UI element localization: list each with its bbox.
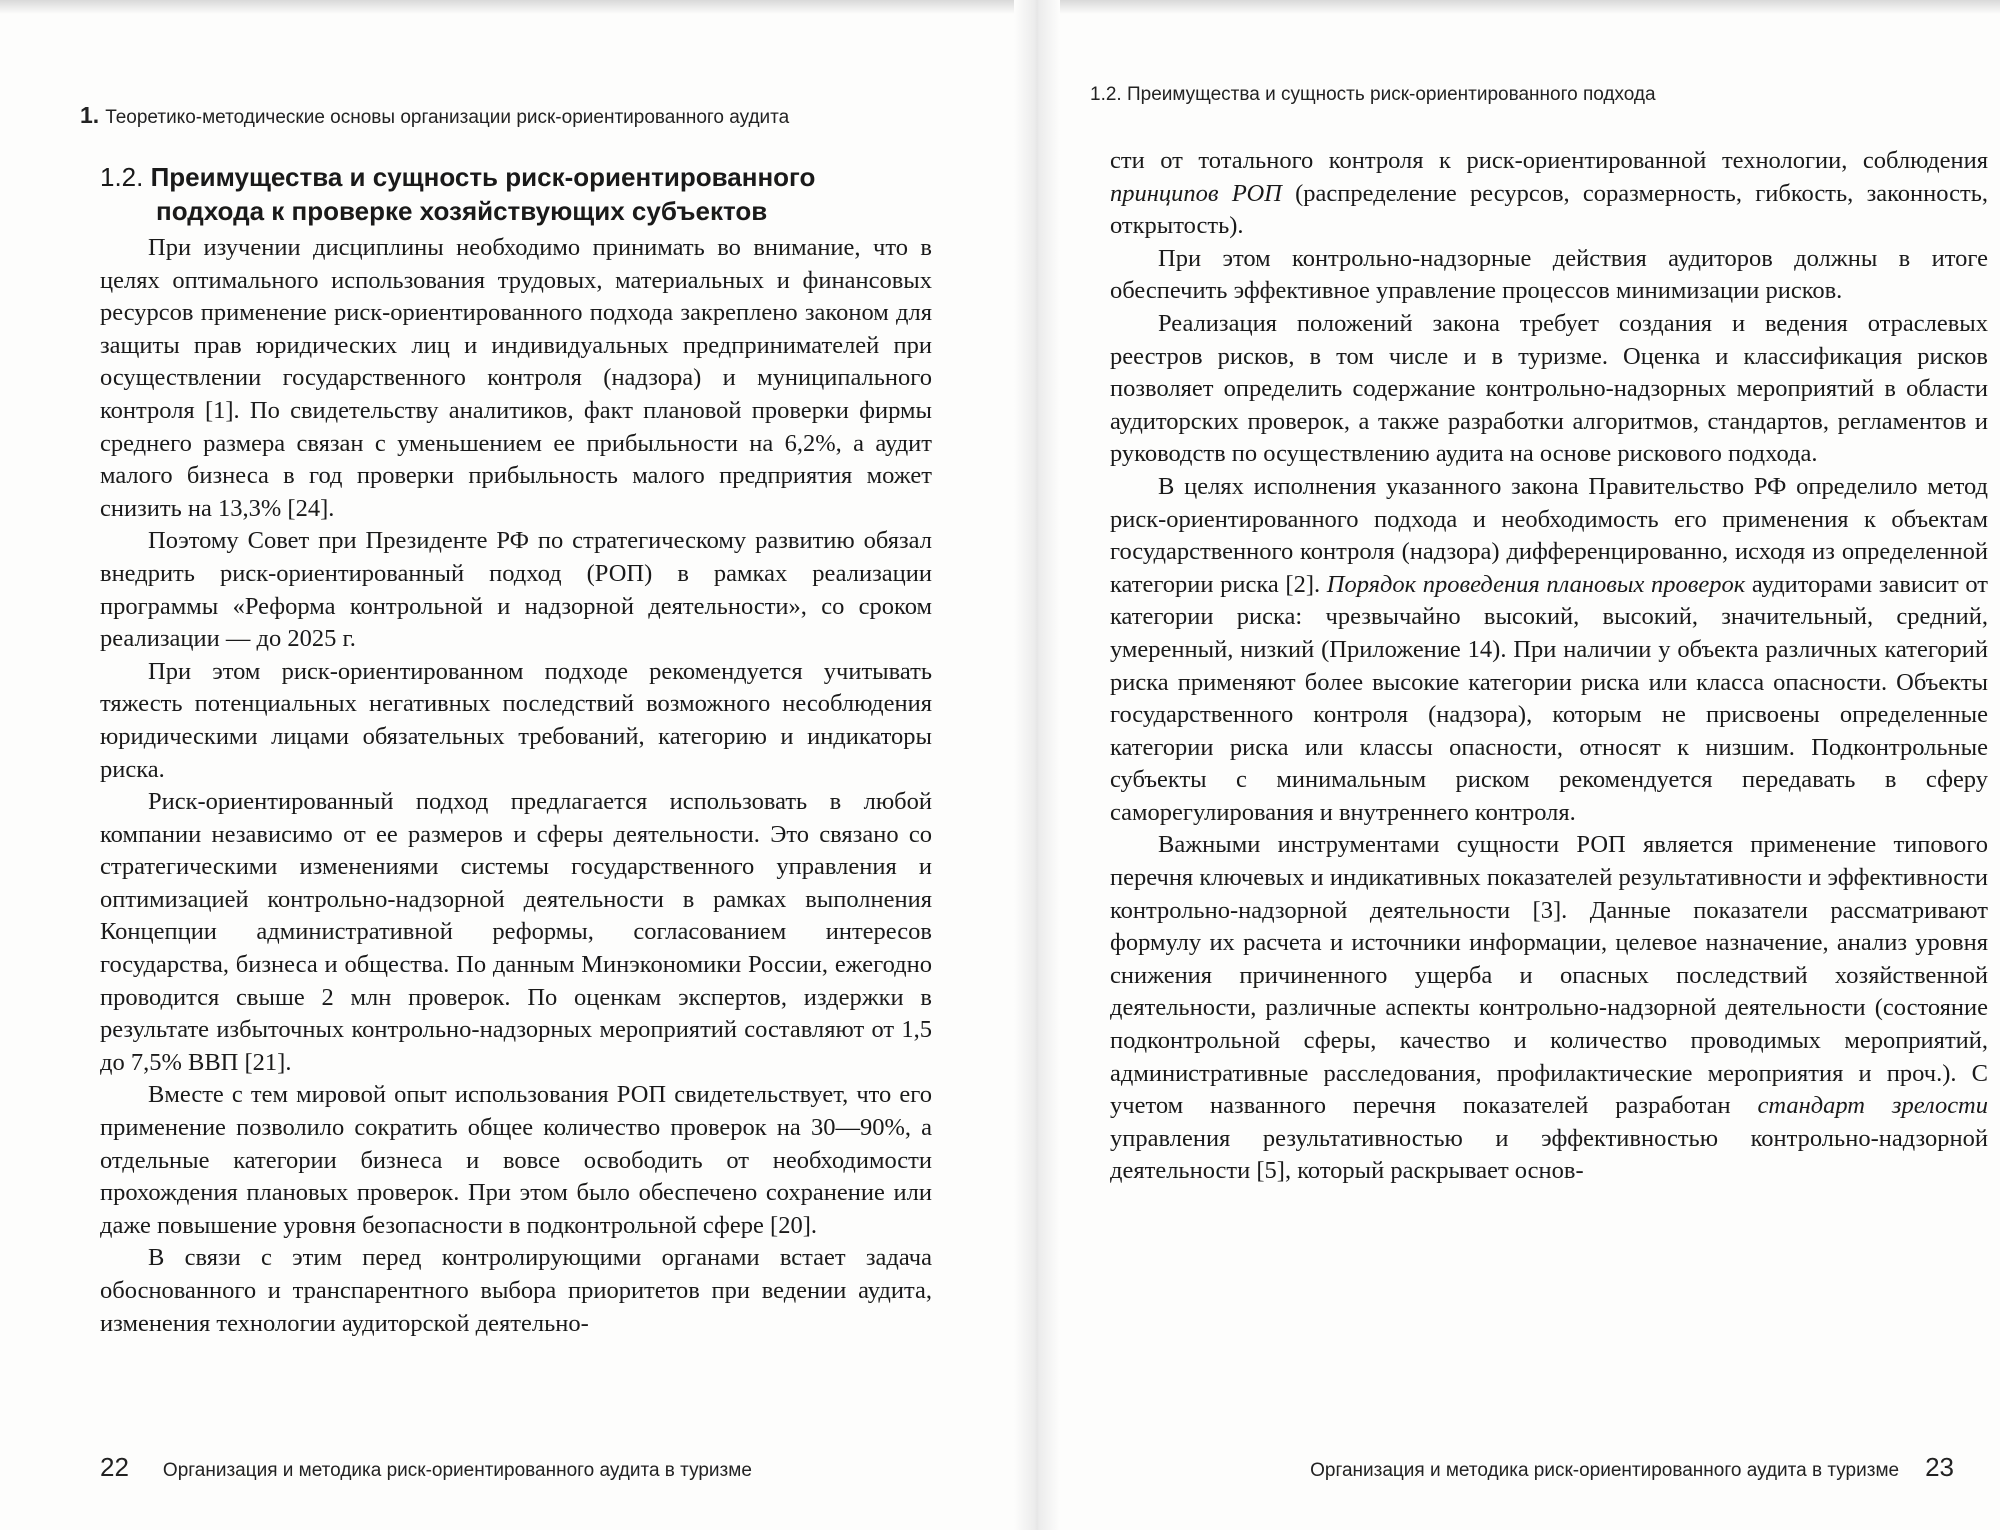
right-body-text <box>1110 145 1988 1188</box>
paragraph <box>1110 471 1988 830</box>
page-number: 23 <box>1925 1452 1954 1482</box>
text-run: В целях исполнения указанного закона Правительство РФ определило метод риск-ориентированного подхода и необходимость его применения к объектам государственного контроля (надзора) дифференцированно, исходя из определенной категории риска [2]. <box>1110 472 1988 598</box>
page-number: 22 <box>100 1452 129 1482</box>
left-body-text <box>100 232 932 1340</box>
footer-book-title: Организация и методика риск-ориентированного аудита в туризме <box>162 1460 752 1481</box>
section-number: 1.2. <box>100 162 144 192</box>
text-run: аудиторами зависит от категории риска: чрезвычайно высокий, высокий, значительный, средний, умеренный, низкий (Приложение 14). При наличии у объекта различных категорий риска применяют более высокие категории риска или класса опасности. Объекты государственного контроля (надзора), которым не присвоены определенные категории риска или классы опасности, относят к низшим. Подконтрольные субъекты с минимальным риском рекомендуется передавать в сферу саморегулирования и внутреннего контроля. <box>1110 570 1988 826</box>
paragraph: Вместе с тем мировой опыт использования РОП свидетельствует, что его применение позволило сократить общее количество проверок на 30—90%, а отдельные категории бизнеса и вовсе освободить от необходимости прохождения плановых проверок. При этом было обеспечено сохранение или даже повышение уровня безопасности в подконтрольной сфере [20]. <box>100 1081 932 1239</box>
paragraph: Риск-ориентированный подход предлагается использовать в любой компании независимо от ее размеров и сферы деятельности. Это связано со стратегическими изменениями системы государственного управления и оптимизацией контрольно-надзорной деятельности в рамках выполнения Концепции административной реформы, согласованием интересов государства, бизнеса и общества. По данным Минэкономики России, ежегодно проводится свыше 2 млн проверок. По оценкам экспертов, издержки в результате избыточных контрольно-надзорных мероприятий составляют от 1,5 до 7,5% ВВП [21]. <box>100 788 932 1076</box>
paragraph: При этом контрольно-надзорные действия аудиторов должны в итоге обеспечить эффективное управление процессов минимизации рисков. <box>1110 244 1988 305</box>
text-run: (распределение ресурсов, соразмерность, гибкость, законность, открытость). <box>1110 179 1988 240</box>
italic-term: Порядок проведения плановых проверок <box>1326 570 1746 598</box>
italic-term: стандарт зрелости <box>1757 1092 1989 1120</box>
right-footer <box>1310 1452 1954 1483</box>
paragraph: При этом риск-ориентированном подходе рекомендуется учитывать тяжесть потенциальных негативных последствий возможного несоблюдения юридическими лицами обязательных требований, категорию и индикаторы риска. <box>100 657 932 783</box>
text-run: управления результативностью и эффективностью контрольно-надзорной деятельности [5], который раскрывает основ- <box>1110 1124 1988 1185</box>
section-title <box>100 160 980 228</box>
paragraph: Поэтому Совет при Президенте РФ по стратегическому развитию обязал внедрить риск-ориентированный подход (РОП) в рамках реализации программы «Реформа контрольной и надзорной деятельности», со сроком реализации — до 2025 г. <box>100 527 932 653</box>
paragraph: В связи с этим перед контролирующими органами встает задача обоснованного и транспарентного выбора приоритетов при ведении аудита, изменения технологии аудиторской деятельно- <box>100 1244 932 1337</box>
paragraph <box>1110 145 1988 243</box>
right-page <box>1060 0 2000 1530</box>
section-title-line2: подхода к проверке хозяйствующих субъектов <box>156 196 768 226</box>
left-running-head <box>80 102 789 129</box>
paragraph: При изучении дисциплины необходимо принимать во внимание, что в целях оптимального использования трудовых, материальных и финансовых ресурсов применение риск-ориентированного подхода закреплено законом для защиты прав юридических лиц и индивидуальных предпринимателей при осуществлении государственного контроля (надзора) и муниципального контроля [1]. По свидетельству аналитиков, факт плановой проверки фирмы среднего размера связан с уменьшением ее прибыльности на 6,2%, а аудит малого бизнеса в год проверки прибыльность малого предприятия может снизить на 13,3% [24]. <box>100 234 932 522</box>
text-run: Важными инструментами сущности РОП является применение типового перечня ключевых и индикативных показателей результативности и эффективности контрольно-надзорной деятельности [3]. Данные показатели рассматривают формулу их расчета и источники информации, целевое назначение, анализ уровня снижения причиненного ущерба и опасных последствий хозяйственной деятельности, различные аспекты контрольно-надзорной деятельности (состояние подконтрольной сферы, качество и количество проводимых мероприятий, административные расследования, профилактические мероприятия и проч.). С учетом названного перечня показателей разработан <box>1110 831 1988 1120</box>
chapter-title: Теоретико-методические основы организации риск-ориентированного аудита <box>105 107 790 128</box>
paragraph <box>1110 829 1988 1188</box>
chapter-number: 1. <box>80 102 100 128</box>
text-run: сти от тотального контроля к риск-ориентированной технологии, соблюдения <box>1110 147 1988 174</box>
footer-book-title: Организация и методика риск-ориентированного аудита в туризме <box>1310 1460 1900 1481</box>
book-gutter <box>1014 0 1060 1530</box>
section-title-line1: Преимущества и сущность риск-ориентированного <box>150 162 816 192</box>
right-running-head: 1.2. Преимущества и сущность риск-ориентированного подхода <box>1090 84 1656 105</box>
paragraph: Реализация положений закона требует создания и ведения отраслевых реестров рисков, в том числе и в туризме. Оценка и классификация рисков позволяет определить содержание контрольно-надзорных мероприятий в области аудиторских проверок, а также разработки алгоритмов, стандартов, регламентов и руководств по осуществлению аудита на основе рискового подхода. <box>1110 309 1988 468</box>
italic-term: принципов РОП <box>1110 179 1282 207</box>
left-footer <box>100 1452 752 1483</box>
